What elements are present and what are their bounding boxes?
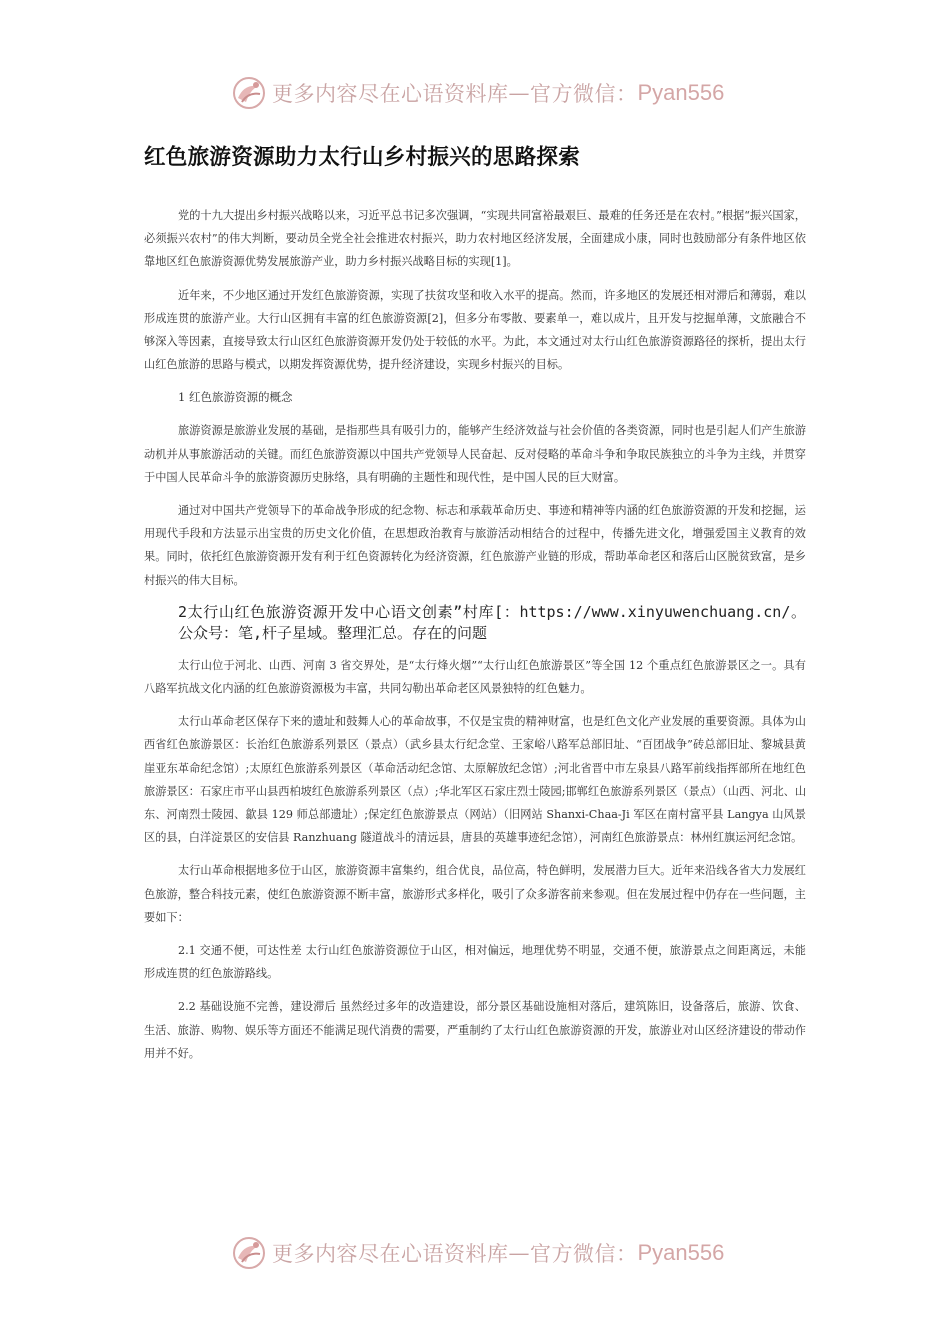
banner-separator: — — [508, 81, 530, 105]
banner-wechat-label: 官方微信： — [530, 1242, 638, 1266]
section-heading-2: 2太行山红色旅游资源开发中心语文创素”村库[：https://www.xinyuwenchuang.cn/。公众号：笔,杆子星域。整理汇总。存在的问题 — [178, 602, 806, 642]
banner-title: 更多内容尽在心语资料库 — [272, 82, 509, 106]
page-title: 红色旅游资源助力太行山乡村振兴的思路探索 — [144, 145, 581, 170]
paragraph-4: 通过对中国共产党领导下的革命战争形成的纪念物、标志和承载革命历史、事迹和精神等内涵的红色旅游资源的开发和挖掘，运用现代手段和方法显示出宝贵的历史文化价值，在思想政治教育与旅游活动相结合的过程中，传播先进文化，增强爱国主义教育的效果。同时，依托红色旅游资源开发有利于红色资源转化为经济资源，红色旅游产业链的形成，帮助革命老区和落后山区脱贫致富，是乡村振兴的伟大目标。 — [144, 504, 806, 587]
banner-wechat-id: Pyan556 — [637, 1240, 725, 1265]
bottom-banner — [0, 1228, 950, 1278]
banner-wechat-label: 官方微信： — [530, 82, 638, 106]
banner-separator: — — [508, 1241, 530, 1265]
top-banner — [0, 68, 950, 118]
paragraph-8: 2.1 交通不便，可达性差 太行山红色旅游资源位于山区，相对偏远，地理优势不明显，交通不便，旅游景点之间距离远，未能形成连贯的红色旅游路线。 — [144, 944, 806, 981]
paragraph-3: 旅游资源是旅游业发展的基础，是指那些具有吸引力的，能够产生经济效益与社会价值的各类资源，同时也是引起人们产生旅游动机并从事旅游活动的关键。而红色旅游资源以中国共产党领导人民奋起、反对侵略的革命斗争和争取民族独立的斗争为主线，并贯穿于中国人民革命斗争的旅游资源历史脉络，具有明确的主题性和现代性，是中国人民的巨大财富。 — [144, 424, 806, 484]
paragraph-5: 太行山位于河北、山西、河南 3 省交界处，是“太行烽火烟”“太行山红色旅游景区”等全国 12 个重点红色旅游景区之一。具有八路军抗战文化内涵的红色旅游资源极为丰富，共同勾勒出革命老区风景独特的红色魅力。 — [144, 658, 806, 696]
paragraph-7: 太行山革命根据地多位于山区，旅游资源丰富集约，组合优良，品位高，特色鲜明，发展潜力巨大。近年来沿线各省大力发展红色旅游，整合科技元素，使红色旅游资源不断丰富，旅游形式多样化，吸引了众多游客前来参观。但在发展过程中仍存在一些问题，主要如下： — [144, 864, 806, 924]
banner-title: 更多内容尽在心语资料库 — [272, 1242, 509, 1266]
logo-icon — [232, 76, 266, 110]
logo-icon — [232, 1236, 266, 1270]
paragraph-2: 近年来，不少地区通过开发红色旅游资源，实现了扶贫攻坚和收入水平的提高。然而，许多地区的发展还相对滞后和薄弱，难以形成连贯的旅游产业。大行山区拥有丰富的红色旅游资源[2]，但多分布零散、要素单一，难以成片，且开发与挖掘单薄，文旅融合不够深入等因素，直接导致太行山区红色旅游资源开发仍处于较低的水平。为此，本文通过对太行山红色旅游资源路径的探析，提出太行山红色旅游的思路与模式，以期发挥资源优势，提升经济建设，实现乡村振兴的目标。 — [144, 288, 806, 372]
banner-wechat-id: Pyan556 — [637, 80, 725, 105]
paragraph-9: 2.2 基础设施不完善，建设滞后 虽然经过多年的改造建设，部分景区基础设施相对落后，建筑陈旧，设备落后，旅游、饮食、生活、旅游、购物、娱乐等方面还不能满足现代消费的需要，严重制约了太行山红色旅游资源的开发，旅游业对山区经济建设的带动作用并不好。 — [144, 1000, 806, 1060]
article-body — [144, 204, 806, 1075]
paragraph-1: 党的十九大提出乡村振兴战略以来，习近平总书记多次强调，“实现共同富裕最艰巨、最难的任务还是在农村。”根据“振兴国家，必须振兴农村”的伟大判断，要动员全党全社会推进农村振兴，助力农村地区经济发展，全面建成小康，同时也鼓励部分有条件地区依靠地区红色旅游资源优势发展旅游产业，助力乡村振兴战略目标的实现[1]。 — [144, 209, 806, 269]
section-heading-1: 1 红色旅游资源的概念 — [178, 390, 293, 405]
paragraph-6: 太行山革命老区保存下来的遗址和鼓舞人心的革命故事，不仅是宝贵的精神财富，也是红色文化产业发展的重要资源。具体为山西省红色旅游景区：长治红色旅游系列景区（景点）（武乡县太行纪念堂、王家峪八路军总部旧址、“百团战争”砖总部旧址、黎城县黄崖亚东革命纪念馆）;太原红色旅游系列景区（革命活动纪念馆、太原解放纪念馆）;河北省晋中市左泉县八路军前线指挥部所在地红色旅游景区：石家庄市平山县西柏坡红色旅游系列景区（点）;华北军区石家庄烈士陵园;邯郸红色旅游系列景区（景点）（山西、河北、山东、河南烈士陵园、歙县 129 师总部遗址）;保定红色旅游景点（网站）（旧网站 Shanxi-Chaa-Ji 军区在南村富平县 Langya 山风景区的县，白洋淀景区的安信县 Ranzhuang 隧道战斗的清远县，唐县的英雄事迹纪念馆），河南红色旅游景点：林州红旗运河纪念馆。 — [144, 715, 807, 845]
